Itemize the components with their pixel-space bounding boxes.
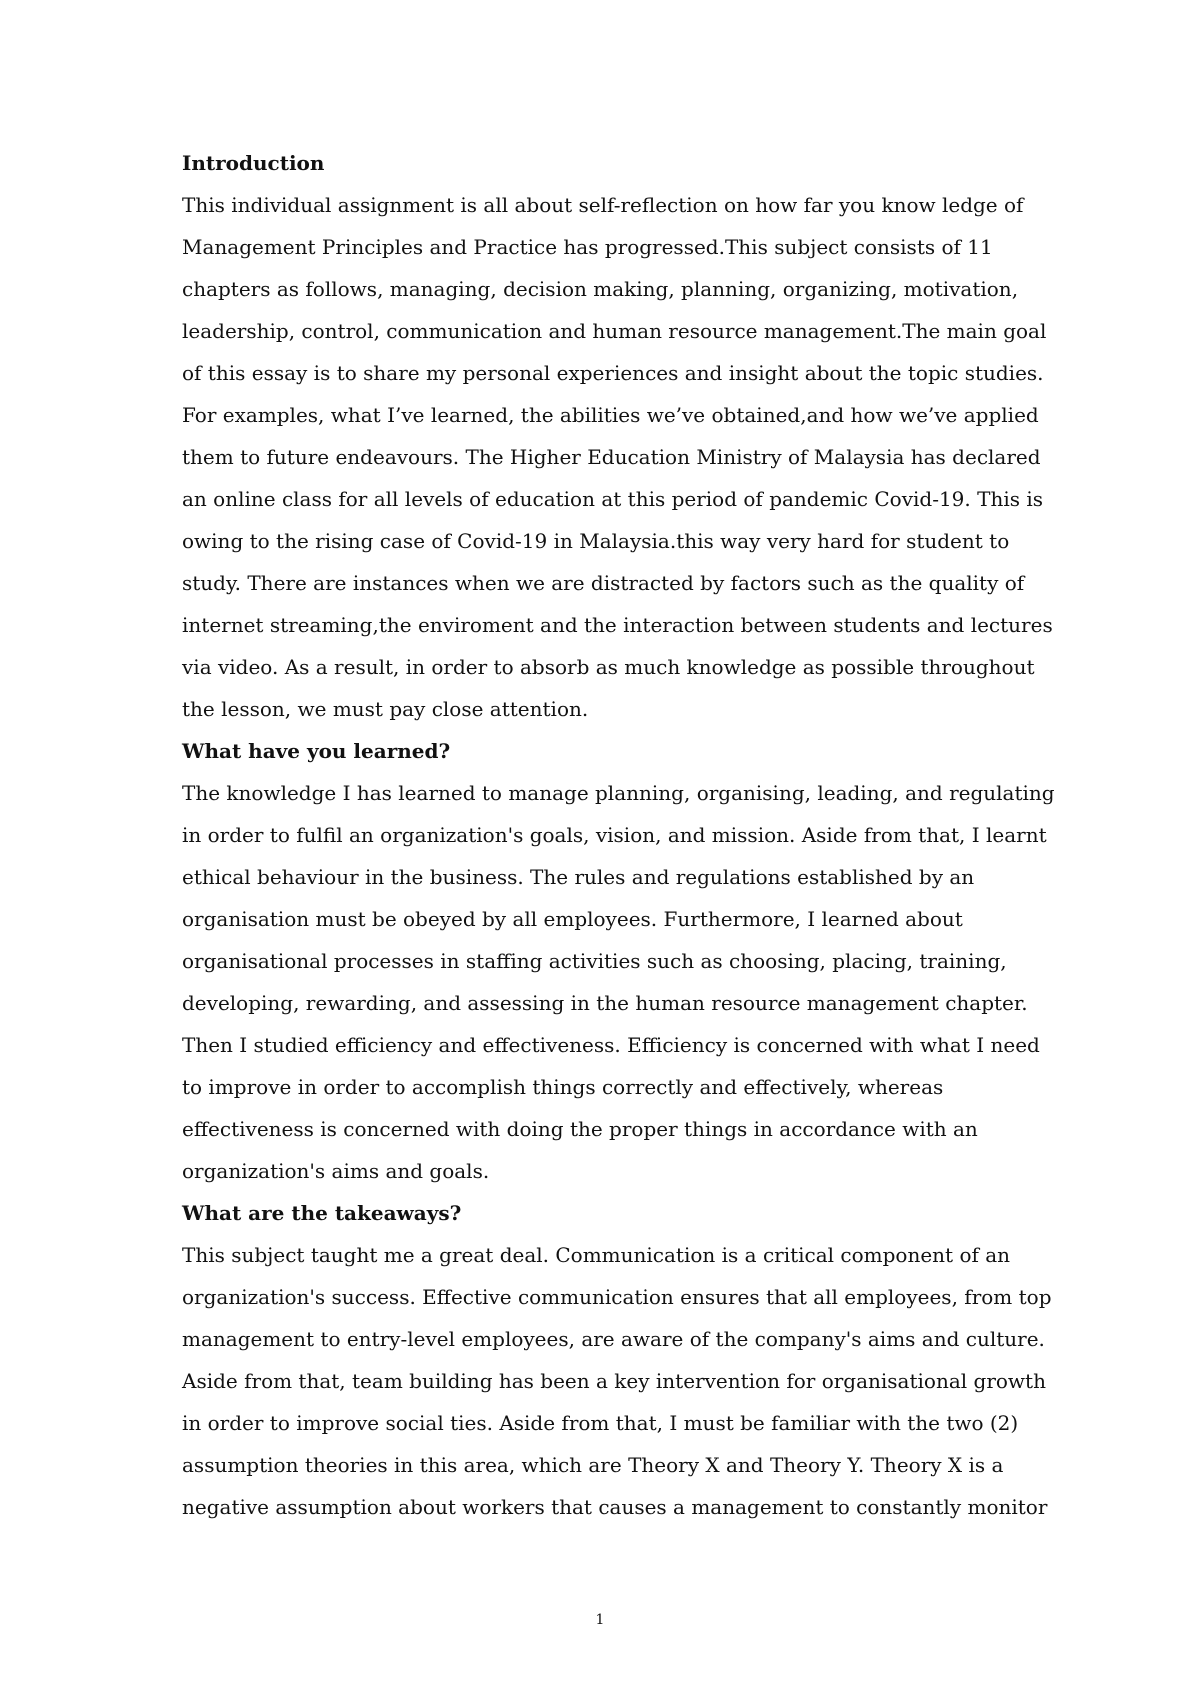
- text-line: management to entry-level employees, are aware of the company's aims and culture.: [182, 1327, 1045, 1351]
- page-number: 1: [595, 1612, 605, 1628]
- text-line: This individual assignment is all about self-reflection on how far you know ledge of: [182, 193, 1024, 217]
- text-line: effectiveness is concerned with doing the proper things in accordance with an: [182, 1117, 978, 1141]
- text-line: organization's success. Effective communication ensures that all employees, from top: [182, 1285, 1052, 1309]
- text-line: via video. As a result, in order to absorb as much knowledge as possible throughout: [182, 655, 1035, 679]
- text-line: Management Principles and Practice has progressed.This subject consists of 11: [182, 235, 993, 259]
- text-line: assumption theories in this area, which are Theory X and Theory Y. Theory X is a: [182, 1453, 1004, 1477]
- text-line: owing to the rising case of Covid-19 in Malaysia.this way very hard for student to: [182, 529, 1010, 553]
- text-line: The knowledge I has learned to manage planning, organising, leading, and regulating: [182, 781, 1055, 805]
- text-line: an online class for all levels of education at this period of pandemic Covid-19. This is: [182, 487, 1044, 511]
- text-line: chapters as follows, managing, decision making, planning, organizing, motivation,: [182, 277, 1019, 301]
- text-line: the lesson, we must pay close attention.: [182, 697, 589, 721]
- text-line: This subject taught me a great deal. Communication is a critical component of an: [182, 1243, 1011, 1267]
- document-body: [182, 142, 1055, 1528]
- takeaways-paragraph: [182, 1234, 1052, 1528]
- text-line: organization's aims and goals.: [182, 1159, 490, 1183]
- section-heading-what-are-the-takeaways: What are the takeaways?: [182, 1201, 462, 1225]
- text-line: of this essay is to share my personal experiences and insight about the topic studies.: [182, 361, 1044, 385]
- text-line: to improve in order to accomplish things correctly and effectively, whereas: [182, 1075, 944, 1099]
- text-line: Then I studied efficiency and effectiveness. Efficiency is concerned with what I need: [182, 1033, 1040, 1057]
- text-line: organisation must be obeyed by all employees. Furthermore, I learned about: [182, 907, 963, 931]
- text-line: developing, rewarding, and assessing in the human resource management chapter.: [182, 991, 1028, 1015]
- section-heading-introduction: Introduction: [182, 151, 325, 175]
- learned-paragraph: [182, 772, 1055, 1192]
- text-line: negative assumption about workers that causes a management to constantly monitor: [182, 1495, 1048, 1519]
- text-line: organisational processes in staffing activities such as choosing, placing, training,: [182, 949, 1007, 973]
- text-line: Aside from that, team building has been a key intervention for organisational growth: [182, 1369, 1046, 1393]
- text-line: internet streaming,the enviroment and the interaction between students and lectures: [182, 613, 1053, 637]
- text-line: leadership, control, communication and human resource management.The main goal: [182, 319, 1047, 343]
- text-line: in order to improve social ties. Aside from that, I must be familiar with the two (2): [182, 1411, 1019, 1435]
- text-line: study. There are instances when we are distracted by factors such as the quality of: [182, 571, 1025, 595]
- introduction-paragraph: [182, 184, 1053, 730]
- text-line: ethical behaviour in the business. The rules and regulations established by an: [182, 865, 975, 889]
- text-line: them to future endeavours. The Higher Education Ministry of Malaysia has declared: [182, 445, 1041, 469]
- section-heading-what-have-you-learned: What have you learned?: [182, 739, 451, 763]
- text-line: in order to fulfil an organization's goals, vision, and mission. Aside from that, I learnt: [182, 823, 1047, 847]
- text-line: For examples, what I’ve learned, the abilities we’ve obtained,and how we’ve applied: [182, 403, 1039, 427]
